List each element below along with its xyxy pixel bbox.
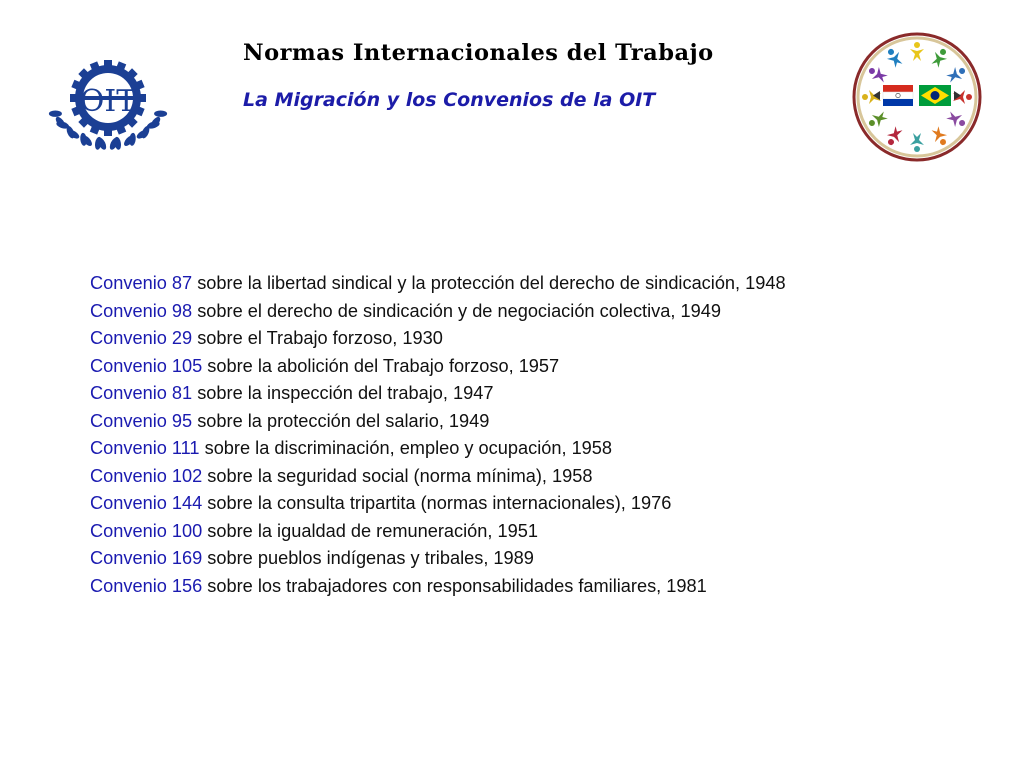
convention-item	[90, 573, 786, 601]
migration-logo	[851, 30, 983, 165]
convention-desc: sobre los trabajadores con responsabilidades familiares, 1981	[202, 575, 707, 596]
convention-item	[90, 518, 786, 546]
convention-item	[90, 545, 786, 573]
convention-ref: Convenio 95	[90, 410, 193, 431]
convention-desc: sobre la discriminación, empleo y ocupación, 1958	[199, 438, 613, 458]
brazil-flag-icon	[919, 85, 951, 106]
convention-ref: Convenio 111	[90, 438, 200, 458]
convention-item	[90, 353, 786, 381]
convention-item	[90, 380, 786, 408]
oit-logo	[44, 44, 172, 152]
convention-item	[90, 435, 786, 463]
convention-desc: sobre la protección del salario, 1949	[192, 410, 490, 431]
convention-desc: sobre la consulta tripartita (normas internacionales), 1976	[202, 493, 672, 513]
convention-ref: Convenio 98	[90, 300, 193, 321]
oit-logo-text: OIT	[79, 84, 137, 119]
convention-item	[90, 270, 786, 298]
convention-desc: sobre la igualdad de remuneración, 1951	[202, 520, 538, 541]
convention-ref: Convenio 105	[90, 355, 203, 376]
convention-desc: sobre la seguridad social (norma mínima), 1958	[202, 465, 593, 486]
conventions-list	[90, 270, 786, 600]
convention-item	[90, 490, 786, 518]
convention-desc: sobre el Trabajo forzoso, 1930	[192, 328, 443, 348]
convention-ref: Convenio 81	[90, 383, 193, 403]
convention-desc: sobre pueblos indígenas y tribales, 1989	[202, 548, 534, 568]
convention-desc: sobre la abolición del Trabajo forzoso, 1957	[202, 355, 560, 376]
convention-ref: Convenio 169	[90, 548, 203, 568]
convention-ref: Convenio 87	[90, 273, 193, 293]
convention-ref: Convenio 29	[90, 328, 193, 348]
paraguay-flag-icon	[883, 85, 913, 106]
convention-ref: Convenio 100	[90, 520, 203, 541]
convention-ref: Convenio 156	[90, 575, 203, 596]
convention-item	[90, 325, 786, 353]
page-title: Normas Internacionales del Trabajo	[243, 40, 714, 66]
convention-item	[90, 408, 786, 436]
convention-ref: Convenio 144	[90, 493, 203, 513]
convention-desc: sobre la libertad sindical y la protección del derecho de sindicación, 1948	[192, 273, 786, 293]
convention-desc: sobre la inspección del trabajo, 1947	[192, 383, 494, 403]
convention-item	[90, 298, 786, 326]
page-subtitle: La Migración y los Convenios de la OIT	[243, 89, 656, 111]
convention-item	[90, 463, 786, 491]
convention-ref: Convenio 102	[90, 465, 203, 486]
convention-desc: sobre el derecho de sindicación y de negociación colectiva, 1949	[192, 300, 721, 321]
